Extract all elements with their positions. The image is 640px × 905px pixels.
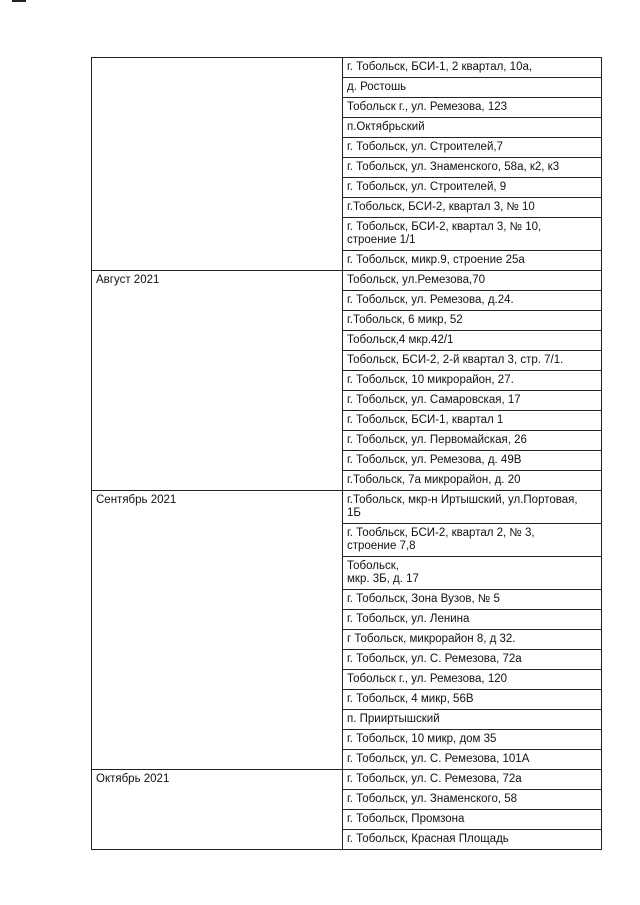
address-cell: г.Тобольск, мкр-н Иртышский, ул.Портовая, 1Б: [343, 491, 602, 524]
address-cell: г. Тобольск, ул. Ленина: [343, 610, 602, 630]
schedule-table-body: [92, 58, 602, 850]
address-cell: г.Тобольск, 6 микр, 52: [343, 311, 602, 331]
address-cell: г. Тообльск, БСИ-2, квартал 2, № 3, строение 7,8: [343, 524, 602, 557]
address-cell: г Тобольск, микрорайон 8, д 32.: [343, 630, 602, 650]
address-cell: г. Тобольск, ул. Строителей,7: [343, 138, 602, 158]
address-cell: п.Октябрьский: [343, 118, 602, 138]
table-row: [92, 770, 602, 790]
address-cell: г. Тобольск, БСИ-2, квартал 3, № 10, строение 1/1: [343, 218, 602, 251]
address-cell: г. Тобольск, ул. Ремезова, д.24.: [343, 291, 602, 311]
address-cell: д. Ростошь: [343, 78, 602, 98]
address-cell: г. Тобольск, ул. С. Ремезова, 101А: [343, 750, 602, 770]
period-cell: [92, 58, 343, 271]
period-cell: Октябрь 2021: [92, 770, 343, 850]
address-cell: г. Тобольск, 4 микр, 56В: [343, 690, 602, 710]
address-cell: г. Тобольск, ул. Ремезова, д. 49В: [343, 451, 602, 471]
address-cell: г. Тобольск, БСИ-1, квартал 1: [343, 411, 602, 431]
address-cell: г. Тобольск, Красная Площадь: [343, 830, 602, 850]
address-cell: Тобольск г., ул. Ремезова, 123: [343, 98, 602, 118]
table-row: [92, 58, 602, 78]
address-cell: Тобольск,4 мкр.42/1: [343, 331, 602, 351]
schedule-table: [91, 57, 602, 850]
address-cell: п. Прииртышский: [343, 710, 602, 730]
address-cell: г. Тобольск, ул. С. Ремезова, 72а: [343, 650, 602, 670]
address-cell: г. Тобольск, Зона Вузов, № 5: [343, 590, 602, 610]
address-cell: г. Тобольск, Промзона: [343, 810, 602, 830]
address-cell: г. Тобольск, микр.9, строение 25а: [343, 251, 602, 271]
address-cell: г. Тобольск, ул. Самаровская, 17: [343, 391, 602, 411]
address-cell: Тобольск, мкр. 3Б, д. 17: [343, 557, 602, 590]
address-cell: Тобольск г., ул. Ремезова, 120: [343, 670, 602, 690]
period-cell: Сентябрь 2021: [92, 491, 343, 770]
address-cell: г. Тобольск, ул. Знаменского, 58: [343, 790, 602, 810]
address-cell: г. Тобольск, 10 микрорайон, 27.: [343, 371, 602, 391]
scan-edge-mark: [12, 0, 26, 2]
address-cell: Тобольск, ул.Ремезова,70: [343, 271, 602, 291]
address-cell: г. Тобольск, 10 микр, дом 35: [343, 730, 602, 750]
table-row: [92, 271, 602, 291]
table-row: [92, 491, 602, 524]
address-cell: г. Тобольск, ул. С. Ремезова, 72а: [343, 770, 602, 790]
address-cell: Тобольск, БСИ-2, 2-й квартал 3, стр. 7/1.: [343, 351, 602, 371]
address-cell: г.Тобольск, БСИ-2, квартал 3, № 10: [343, 198, 602, 218]
period-cell: Август 2021: [92, 271, 343, 491]
address-cell: г. Тобольск, БСИ-1, 2 квартал, 10а,: [343, 58, 602, 78]
address-cell: г. Тобольск, ул. Первомайская, 26: [343, 431, 602, 451]
address-cell: г.Тобольск, 7а микрорайон, д. 20: [343, 471, 602, 491]
address-cell: г. Тобольск, ул. Строителей, 9: [343, 178, 602, 198]
address-cell: г. Тобольск, ул. Знаменского, 58а, к2, к3: [343, 158, 602, 178]
